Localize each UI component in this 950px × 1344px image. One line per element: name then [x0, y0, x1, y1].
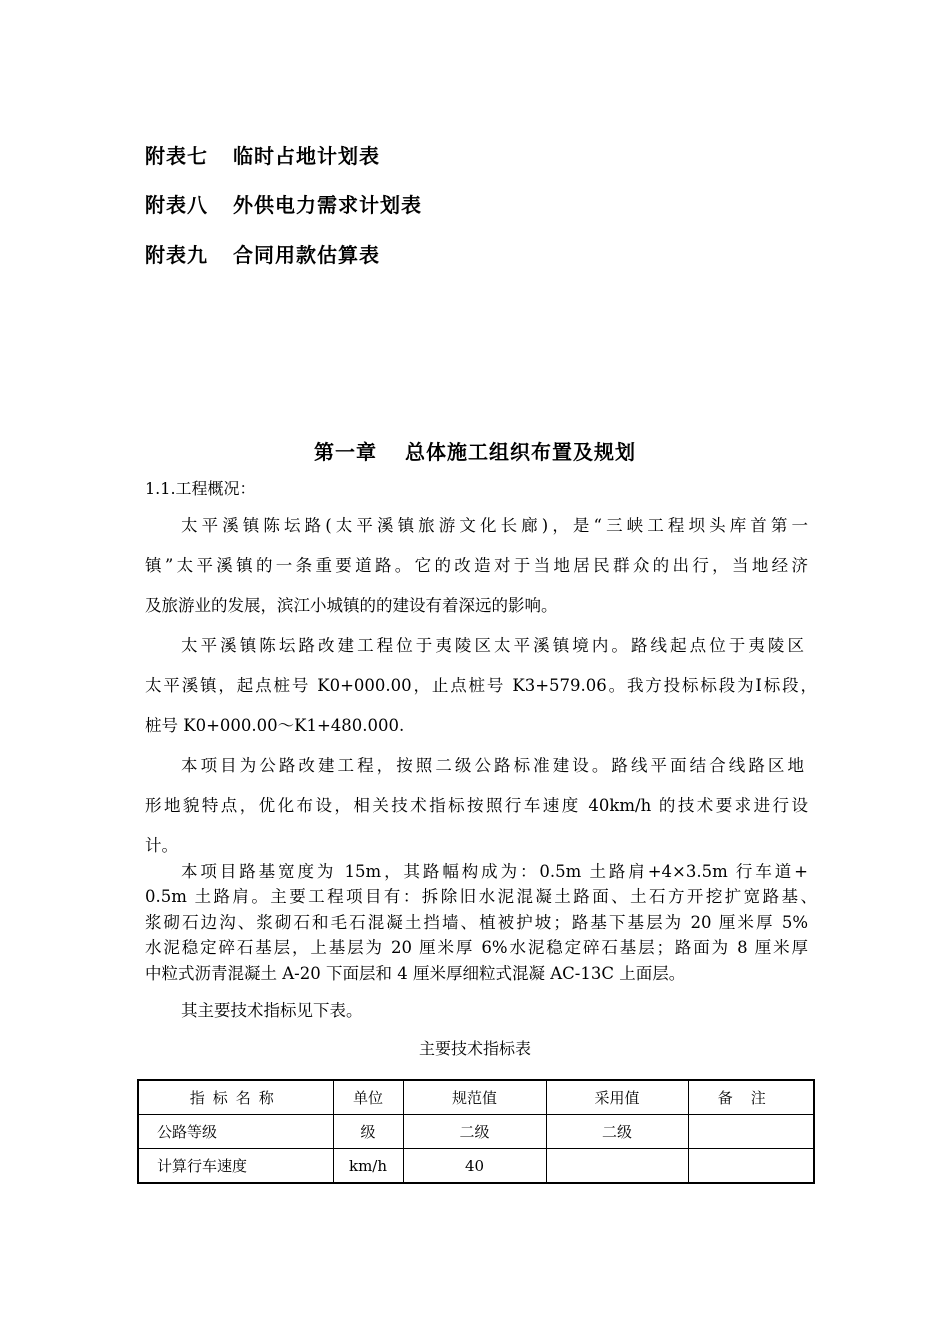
appendix-title: 临时占地计划表: [233, 144, 380, 168]
paragraph-line: 本项目路基宽度为 15m，其路幅构成为：0.5m 土路肩+4×3.5m 行车道+: [181, 862, 808, 881]
paragraph-line: 及旅游业的发展，滨江小城镇的的建设有着深远的影响。: [145, 596, 558, 615]
table-cell: 二级: [546, 1115, 688, 1149]
table-cell: 二级: [403, 1115, 546, 1149]
table-caption: 主要技术指标表: [418, 1039, 531, 1058]
paragraph-line: 本项目为公路改建工程，按照二级公路标准建设。路线平面结合线路区地: [181, 756, 804, 775]
paragraph-line: 0.5m 土路肩。主要工程项目有：拆除旧水泥混凝土路面、土石方开挖扩宽路基、: [145, 887, 817, 906]
chapter-title: 总体施工组织布置及规划: [405, 440, 636, 464]
appendix-item: [145, 189, 422, 218]
table-cell: [688, 1149, 814, 1184]
table-row: [138, 1115, 814, 1149]
paragraph-line: 桩号 K0+000.00～K1+480.000.: [145, 716, 405, 735]
appendix-title: 外供电力需求计划表: [233, 193, 422, 217]
appendix-number: 附表七: [145, 144, 208, 168]
spec-table: [137, 1079, 815, 1184]
table-cell: [688, 1115, 814, 1149]
table-header-cell: 指标名称: [138, 1080, 333, 1115]
appendix-number: 附表九: [145, 243, 208, 267]
table-cell: [546, 1149, 688, 1184]
table-cell: 公路等级: [138, 1115, 333, 1149]
paragraph-line: 形地貌特点，优化布设，相关技术指标按照行车速度 40km/h 的技术要求进行设: [145, 796, 808, 815]
paragraph-line: 太平溪镇陈坛路改建工程位于夷陵区太平溪镇境内。路线起点位于夷陵区: [181, 636, 804, 655]
section-heading: 1.1.工程概况：: [145, 479, 256, 498]
paragraph-line: 中粒式沥青混凝土 A-20 下面层和 4 厘米厚细粒式混凝 AC-13C 上面层。: [145, 964, 686, 983]
appendix-item: [145, 239, 380, 268]
chapter-number: 第一章: [314, 440, 377, 464]
table-header-cell: 采用值: [546, 1080, 688, 1115]
paragraph-line: 计。: [145, 836, 178, 855]
paragraph-line: 其主要技术指标见下表。: [181, 1001, 363, 1020]
paragraph-line: 镇”太平溪镇的一条重要道路。它的改造对于当地居民群众的出行，当地经济: [145, 556, 808, 575]
table-cell: 40: [403, 1149, 546, 1184]
appendix-number: 附表八: [145, 193, 208, 217]
table-cell: 计算行车速度: [138, 1149, 333, 1184]
paragraph-line: 太平溪镇陈坛路(太平溪镇旅游文化长廊)，是“三峡工程坝头库首第一: [181, 516, 808, 535]
table-header-cell: 规范值: [403, 1080, 546, 1115]
chapter-heading: [0, 436, 950, 465]
table-header-cell: 单位: [333, 1080, 403, 1115]
table-cell: 级: [333, 1115, 403, 1149]
paragraph-line: 太平溪镇，起点桩号 K0+000.00，止点桩号 K3+579.06。我方投标标段为Ⅰ标段，: [145, 676, 817, 695]
appendix-item: [145, 140, 380, 169]
appendix-title: 合同用款估算表: [233, 243, 380, 267]
paragraph-line: 浆砌石边沟、浆砌石和毛石混凝土挡墙、植被护坡；路基下基层为 20 厘米厚 5%: [145, 913, 808, 932]
table-cell: km/h: [333, 1149, 403, 1184]
table-header-cell: 备注: [688, 1080, 814, 1115]
table-row: [138, 1149, 814, 1184]
paragraph-line: 水泥稳定碎石基层，上基层为 20 厘米厚 6%水泥稳定碎石基层；路面为 8 厘米厚: [145, 938, 808, 957]
table-header-row: [138, 1080, 814, 1115]
